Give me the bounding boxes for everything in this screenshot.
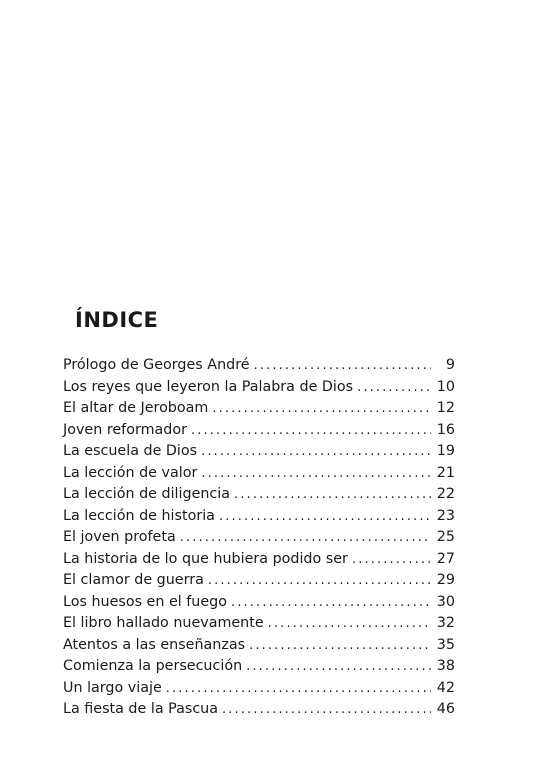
toc-entry xyxy=(63,678,455,700)
toc-entry xyxy=(63,570,455,592)
toc-entry-title: Prólogo de Georges André xyxy=(63,357,250,373)
toc-entry xyxy=(63,506,455,528)
toc-leader-dots xyxy=(208,570,431,592)
toc-entry-title: El clamor de guerra xyxy=(63,572,204,588)
toc-leader-dots xyxy=(180,527,431,549)
toc-leader-dots xyxy=(231,592,431,614)
toc-leader-dots xyxy=(212,398,431,420)
toc-entry-page-number: 46 xyxy=(436,701,455,717)
toc-entry xyxy=(63,398,455,420)
toc-entry-page-number: 16 xyxy=(436,421,455,438)
toc-entry xyxy=(63,377,455,399)
toc-entry xyxy=(63,484,455,506)
toc-leader-dots xyxy=(254,355,431,377)
toc-entry xyxy=(63,592,455,614)
toc-entry-title: Un largo viaje xyxy=(63,679,162,696)
toc-entry-title: Los huesos en el fuego xyxy=(63,593,227,610)
toc-entry-title: Atentos a las enseñanzas xyxy=(63,636,246,653)
index-heading: ÍNDICE xyxy=(75,308,159,332)
toc-entry-title: El joven profeta xyxy=(63,529,176,545)
toc-entry-page-number: 27 xyxy=(436,550,455,567)
toc-leader-dots xyxy=(234,484,431,506)
toc-entry xyxy=(63,420,455,442)
toc-entry xyxy=(63,699,455,721)
toc-leader-dots xyxy=(166,678,431,700)
toc-entry-page-number: 25 xyxy=(436,529,455,545)
toc-entry-page-number: 38 xyxy=(436,658,455,674)
toc-entry-page-number: 12 xyxy=(436,400,455,416)
toc-entry-title: La lección de diligencia xyxy=(63,486,231,502)
toc-entry xyxy=(63,527,455,549)
toc-entry-page-number: 9 xyxy=(445,357,455,373)
toc-entry xyxy=(63,613,455,635)
toc-entry-page-number: 19 xyxy=(436,443,455,459)
toc-leader-dots xyxy=(246,656,431,678)
toc-entry xyxy=(63,355,455,377)
toc-leader-dots xyxy=(222,699,431,721)
toc-entry-title: Joven reformador xyxy=(63,421,187,438)
toc-entry xyxy=(63,635,455,657)
toc-leader-dots xyxy=(357,377,431,399)
toc-entry-title: El altar de Jeroboam xyxy=(63,400,209,416)
toc-entry-title: Comienza la persecución xyxy=(63,658,243,674)
toc-entry-title: La lección de valor xyxy=(63,464,198,481)
toc-entry-page-number: 10 xyxy=(436,378,455,395)
toc-entry xyxy=(63,549,455,571)
toc-entry-title: El libro hallado nuevamente xyxy=(63,615,264,631)
toc-entry-title: La lección de historia xyxy=(63,507,215,524)
toc-leader-dots xyxy=(219,506,431,528)
toc-entry xyxy=(63,463,455,485)
toc-leader-dots xyxy=(249,635,431,657)
toc-leader-dots xyxy=(201,463,431,485)
toc-entry-page-number: 42 xyxy=(436,679,455,696)
toc-entry-page-number: 35 xyxy=(436,636,455,653)
toc-entry xyxy=(63,441,455,463)
toc-entry-page-number: 29 xyxy=(436,572,455,588)
toc-entry-title: Los reyes que leyeron la Palabra de Dios xyxy=(63,378,354,395)
toc-entry-page-number: 30 xyxy=(436,593,455,610)
toc-entry-title: La escuela de Dios xyxy=(63,443,198,459)
toc-entry-page-number: 32 xyxy=(436,615,455,631)
toc-leader-dots xyxy=(352,549,431,571)
toc-leader-dots xyxy=(268,613,431,635)
toc-entry-page-number: 21 xyxy=(436,464,455,481)
toc-leader-dots xyxy=(191,420,431,442)
toc-entry-title: La fiesta de la Pascua xyxy=(63,701,218,717)
toc-leader-dots xyxy=(201,441,431,463)
table-of-contents xyxy=(63,355,455,721)
toc-entry-page-number: 22 xyxy=(436,486,455,502)
toc-entry-title: La historia de lo que hubiera podido ser xyxy=(63,550,348,567)
toc-entry-page-number: 23 xyxy=(436,507,455,524)
toc-entry xyxy=(63,656,455,678)
